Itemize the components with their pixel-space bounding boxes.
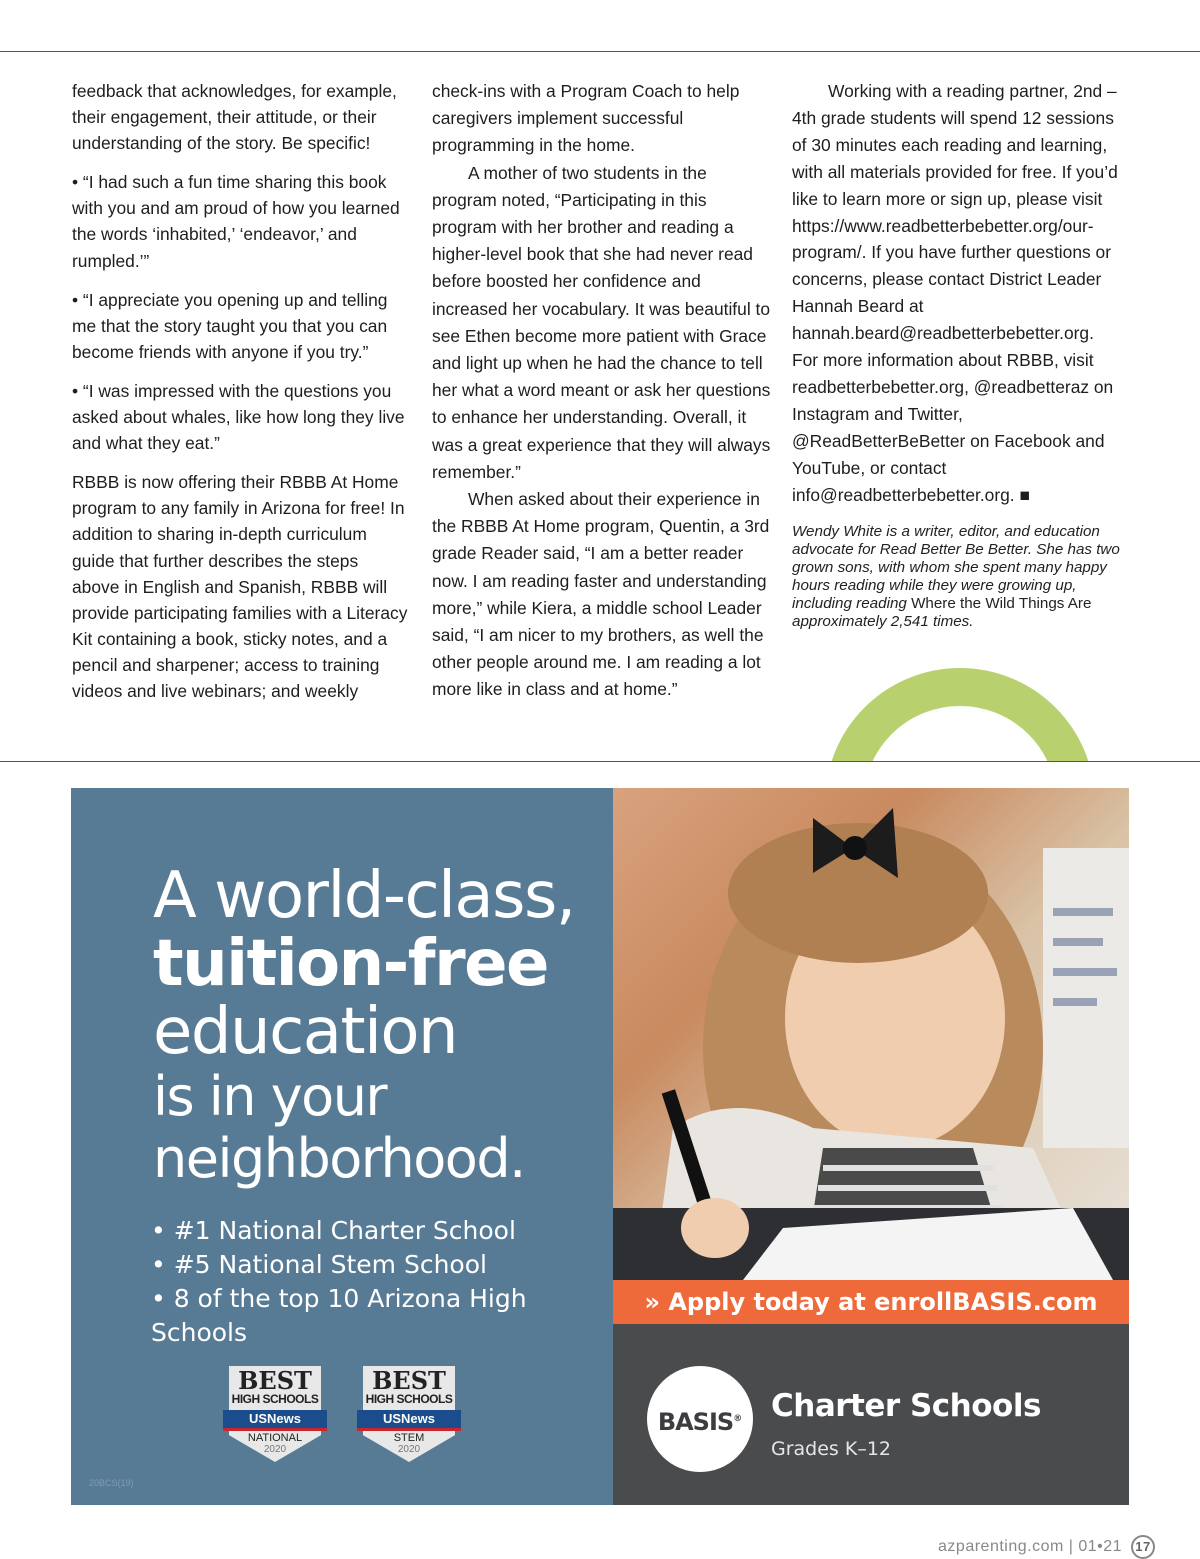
girl-writing-photo <box>613 788 1129 1280</box>
article-column-3 <box>792 78 1132 631</box>
ad-brand-panel <box>613 1324 1129 1505</box>
paragraph: check-ins with a Program Coach to help caregivers implement successful programming in the home. <box>432 81 740 156</box>
badge-brand: USNews <box>357 1410 461 1428</box>
headline-line: tuition-free <box>153 927 548 1001</box>
top-rule <box>0 51 1200 52</box>
badge-best: BEST <box>372 1366 446 1395</box>
bio-book-title: Where the Wild Things Are <box>911 594 1092 612</box>
article-column-2 <box>432 78 772 704</box>
photo-illustration <box>613 788 1129 1280</box>
paragraph: For more information about RBBB, visit readbetterbebetter.org, @readbetteraz on Instagram and Twitter, @ReadBetterBeBetter on Facebook and YouTube, or contact info@readbetterbebetter.org. ■ <box>792 350 1114 505</box>
page-number: 17 <box>1131 1535 1155 1559</box>
headline-line: education <box>153 995 458 1069</box>
bio-text: approximately 2,541 times. <box>792 612 974 630</box>
paragraph: RBBB is now offering their RBBB At Home program to any family in Arizona for free! In addition to sharing in-depth curriculum guide that further describes the steps above in English and Spanish, RBBB will provide participating families with a Literacy Kit containing a book, sticky notes, and a pencil and sharpener; access to training videos and live webinars; and weekly <box>72 472 408 701</box>
paragraph: When asked about their experience in the RBBB At Home program, Quentin, a 3rd grade Reader said, “I am a better reader now. I am reading faster and understanding more,” while Kiera, a middle school Leader said, “I am nicer to my brothers, as well the other people around me. I am reading a lot more like in class and at home.” <box>432 489 770 700</box>
badge-best: BEST <box>238 1366 312 1395</box>
charter-schools-title: Charter Schools <box>771 1388 1041 1424</box>
author-bio <box>792 523 1132 631</box>
usnews-national-badge <box>229 1366 321 1462</box>
logo-text: BASIS <box>657 1408 734 1436</box>
grades-label: Grades K–12 <box>771 1438 892 1460</box>
paragraph: feedback that acknowledges, for example, their engagement, their attitude, or their understanding of the story. Be specific! <box>72 81 397 154</box>
registered-mark: ® <box>733 1414 743 1424</box>
bio-text: Wendy White is a writer, editor, and education advocate for Read Better Be Better. She has two grown sons, with whom she spent many happy hours reading while they were growing up, including reading <box>792 522 1120 612</box>
headline-line: is in your <box>153 1065 387 1128</box>
badge-subtitle: HIGH SCHOOLS <box>365 1392 453 1406</box>
headline-line: neighborhood. <box>153 1127 525 1190</box>
ad-headline <box>153 859 575 1190</box>
footer-site: azparenting.com | 01•21 <box>938 1538 1123 1556</box>
ad-bullet: • #1 National Charter School <box>151 1214 613 1248</box>
headline-line: A world-class, <box>153 859 575 933</box>
badge-category: STEM <box>393 1432 425 1444</box>
badge-year: 2020 <box>263 1444 287 1455</box>
apply-today-link[interactable]: » Apply today at enrollBASIS.com <box>613 1280 1129 1324</box>
quote-bullet: • “I had such a fun time sharing this book with you and am proud of how you learned the words ‘inhabited,’ ‘endeavor,’ and rumpled.’” <box>72 172 400 271</box>
ad-bullets <box>151 1214 613 1350</box>
badge-brand: USNews <box>223 1410 327 1428</box>
ad-code: 20BCS(19) <box>89 1478 134 1488</box>
basis-advertisement[interactable] <box>71 788 1129 1505</box>
basis-logo <box>647 1366 753 1472</box>
ad-bullet: • #5 National Stem School <box>151 1248 613 1282</box>
article-column-1 <box>72 78 410 704</box>
decorative-green-arc <box>825 668 1095 761</box>
ad-left-panel <box>71 788 613 1505</box>
quote-bullet: • “I was impressed with the questions you asked about whales, like how long they live and what they eat.” <box>72 380 405 454</box>
paragraph: Working with a reading partner, 2nd – 4th grade students will spend 12 sessions of 30 minutes each reading and learning, with all materials provided for free. If you’d like to learn more or sign up, please visit https://www.readbetterbebetter.org/our-program/. If you have further questions or concerns, please contact District Leader Hannah Beard at hannah.beard@readbetterbebetter.org. <box>792 81 1118 344</box>
usnews-stem-badge <box>363 1366 455 1462</box>
badge-year: 2020 <box>397 1444 421 1455</box>
ad-bullet: • 8 of the top 10 Arizona High Schools <box>151 1282 613 1350</box>
quote-bullet: • “I appreciate you opening up and telling me that the story taught you that you can become friends with anyone if you try.” <box>72 289 388 362</box>
page-footer <box>938 1535 1155 1559</box>
paragraph: A mother of two students in the program noted, “Participating in this program with her brother and reading a higher-level book that she had never read before boosted her confidence and increased her vocabulary. It was beautiful to see Ethen become more patient with Grace and light up when he had the chance to tell her what a word meant or ask her questions to enhance her understanding. Overall, it was a great experience that they will always remember.” <box>432 162 771 482</box>
badge-subtitle: HIGH SCHOOLS <box>231 1392 319 1406</box>
badge-category: NATIONAL <box>247 1432 303 1444</box>
mid-rule <box>0 761 1200 762</box>
